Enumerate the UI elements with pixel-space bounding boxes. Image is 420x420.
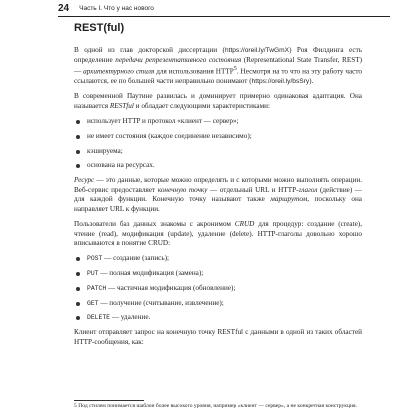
- header-rule: [58, 16, 390, 17]
- body-text: [74, 46, 362, 353]
- section-title: REST(ful): [74, 22, 125, 34]
- verb-code: DELETE: [87, 314, 111, 322]
- running-header: [58, 0, 390, 16]
- verb-code: PATCH: [87, 284, 107, 292]
- verb-code: GET: [87, 299, 99, 307]
- dissertation-link[interactable]: https://oreil.ly/TwGmX: [224, 47, 290, 54]
- verb-code: POST: [87, 255, 103, 263]
- paragraph-resource: Ресурс — это данные, которые можно определять и с которыми можно выполнять операции. Веб-сервис предоставляет конечную точку — отдельный URL и HTTP-глагол (действие) — для каждой функции. Конечную точку называют также маршрутом, поскольку она направляет URL к функции.: [74, 176, 362, 213]
- running-title: Часть I. Что у нас нового: [79, 4, 154, 12]
- list-item: PUT — полная модификация (замена);: [74, 269, 362, 279]
- paragraph-crud: Пользователи баз данных знакомы с акронимом CRUD для процедур: создание (create), чтение (read), модификация (update), удаление (delete). HTTP-глаголы довольно хорошо вписываются в понятие CRUD:: [74, 219, 362, 248]
- verb-code: PUT: [87, 270, 99, 278]
- restful-traits-list: [74, 117, 362, 171]
- paragraph-restful-intro: В современной Паутине развилась и доминирует примерно одинаковая адаптация. Она называется RESTful и обладает следующими характеристиками:: [74, 92, 362, 110]
- list-item: PATCH — частичная модификация (обновление);: [74, 284, 362, 294]
- http-verbs-list: [74, 254, 362, 323]
- footnote-rule: [74, 400, 144, 401]
- list-item: кэшируема;: [74, 147, 362, 157]
- footnote-ref: 5: [233, 66, 237, 73]
- list-item: основана на ресурсах.: [74, 161, 362, 171]
- misunderstood-link[interactable]: https://oreil.ly/bsSry: [251, 78, 310, 86]
- list-item: GET — получение (считывание, извлечение);: [74, 299, 362, 309]
- list-item: использует HTTP и протокол «клиент — сервер»;: [74, 117, 362, 127]
- paragraph-rest-definition: В одной из глав докторской диссертации (https://oreil.ly/TwGmX) Роя Филдинга есть определение передачи репрезентативного состояния (Representational State Transfer, REST) — архитектурного стиля для использования HTTP$^5$. Несмотря на то что на эту работу часто ссылаются, ее по большей части неправильно понимают (https://oreil.ly/bsSry).: [74, 46, 362, 86]
- paragraph-client-request: Клиент отправляет запрос на конечную точку RESTful с данными в одной из таких областей HTTP-сообщения, как:: [74, 328, 362, 346]
- list-item: POST — создание (запись);: [74, 254, 362, 264]
- page-number: 24: [58, 2, 70, 14]
- footnote: [74, 403, 362, 410]
- footnote-text: 5 Под стилем понимается шаблон более высокого уровня, например «клиент — сервер», а не конкретная конструкция.: [74, 403, 357, 409]
- list-item: не имеет состояния (каждое соединение независимо);: [74, 132, 362, 142]
- list-item: DELETE — удаление.: [74, 313, 362, 323]
